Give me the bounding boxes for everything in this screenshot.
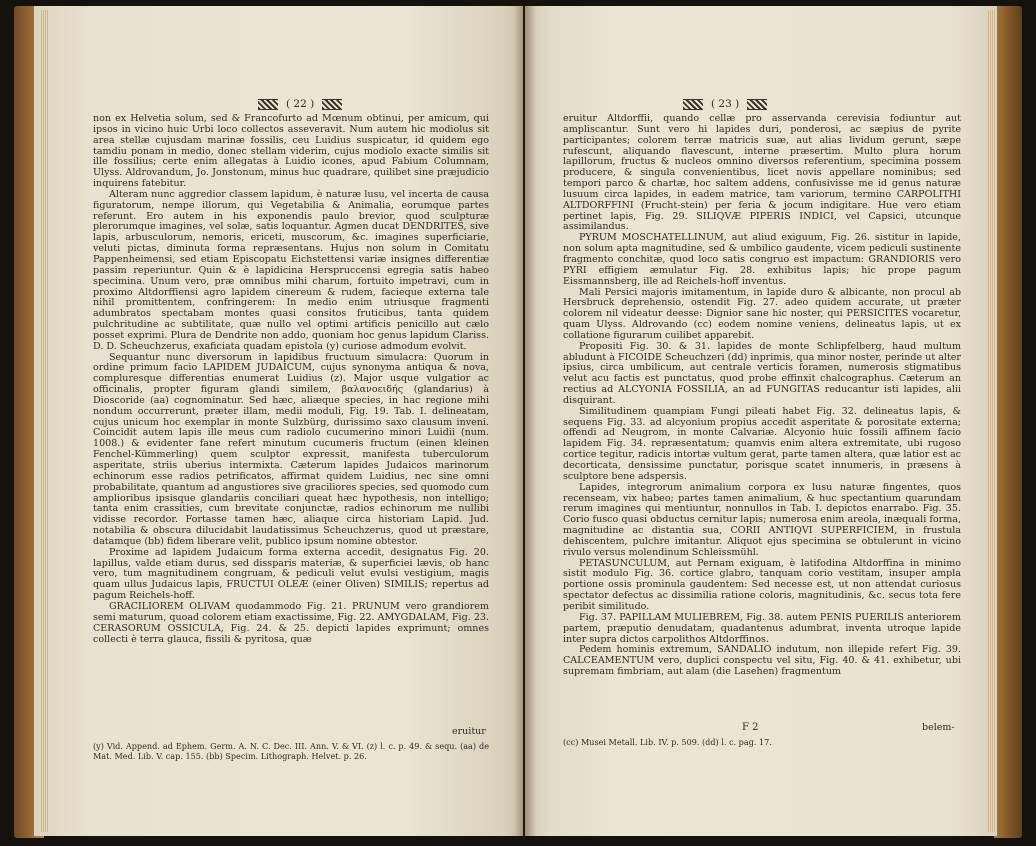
signature-mark: F 2 xyxy=(742,722,759,733)
right-page-header xyxy=(683,98,767,110)
paragraph: Propositi Fig. 30. & 31. lapides de monte Schlipfelberg, haud multum abludunt à FICOIDE Scheuchzeri (dd) inprimis, qua minor noster, perinde ut alter ipsius, circa umbilicum, aut centrale verticis foramen, numerosis stigmatibus velut acu factis est punctatus, quod probe effinxit chalcographus. Cæterum an rectius ad ALCYONIA FOSSILIA, an ad FUNGITAS reducantur isti lapides, alii disquirant. xyxy=(563,340,961,406)
right-page-body xyxy=(563,114,961,720)
paragraph: Pedem hominis extremum, SANDALIO indutum, non illepide refert Fig. 39. CALCEAMENTUM vero, duplici conspectu vel situ, Fig. 40. & 41. exhibetur, ubi supremam fimbriam, aut alam (die Lasehen) fragmentum xyxy=(563,644,961,678)
footnote: (cc) Musei Metall. Lib. IV. p. 509. (dd) l. c. pag. 17. xyxy=(563,737,772,747)
page-edges-left xyxy=(40,10,48,832)
paragraph: Proxime ad lapidem Judaicum forma externa accedit, designatus Fig. 20. lapillus, valde etiam durus, sed dissparis materiæ, & superficiei lævis, ob hanc vero, tum magnitudinem congruam, & pediculi velut evulsi vestigium, magis quam ullus Judaicus lapis, FRUCTUI OLEÆ (einer Oliven) SIMILIS; repertus ad pagum Reichels-hoff. xyxy=(93,546,489,602)
right-catchword: belem- xyxy=(922,722,955,733)
paragraph: GRACILIOREM OLIVAM quodammodo Fig. 21. PRUNUM vero grandiorem semi maturum, quoad colorem etiam exactissime, Fig. 22. AMYGDALAM, Fig. 23. CERASORUM OSSICULA, Fig. 24. & 25. depicti lapides exprimunt; omnes collecti è terra glauca, fissili & pyritosa, quæ xyxy=(93,600,489,645)
paragraph: Mali Persici majoris imitamentum, in lapide duro & albicante, non procul ab Hersbruck deprehensio, ostendit Fig. 27. adeo quidem accurate, ut præter colorem nil videatur deesse: Dignior sane hic noster, qui PERSICITES vocaretur, quam Ulyss. Aldrovando (cc) eodem nomine veniens, delineatus lapis, ut ex collatione figurarum cuilibet apparebit. xyxy=(563,286,961,341)
paragraph: PYRUM MOSCHATELLINUM, aut aliud exiguum, Fig. 26. sistitur in lapide, non solum apta magnitudine, sed & umbilico gaudente, vicem pediculi sustinente fragmento conchitæ, quod loco satis congruo est impactum: GRANDIORIS vero PYRI effigiem æmulatur Fig. 28. exhibitus lapis; hic prope pagum Eissmannsberg, ille ad Reichels-hoff inventus. xyxy=(563,232,961,287)
left-page-header xyxy=(258,98,342,110)
paragraph: Sequantur nunc diversorum in lapidibus fructuum simulacra: Quorum in ordine primum facio LAPIDEM JUDAICUM, cujus synonyma antiqua & nova, compluresque differentias enumerat Luidius (z). Major usque vulgatior ac officinalis, propter figuram glandi similem, βαλανοειδής (glandarius) à Dioscoride (aa) cognominatur. Sed hæc, aliæque species, in hac regione mihi nondum occurrerunt, præter illam, medii moduli, Fig. 19. Tab. I. delineatam, cujus unicum hoc exemplar in monte Sulzbürg, durissimo saxo clausum inveni. Coincidit autem lapis ille meus cum radiolo cucumerino minori Luidii (num. 1008.) & evidenter fane refert minutum cucumeris fructum (einen kleinen Fenchel-Kümmerling) quem sculptor expressit, manifesta tuberculorum asperitate, striis uberius intermixta. Cæterum lapides Judaicos marinorum echinorum esse radios petrificatos, affirmat quidem Luidius, nec sine omni probabilitate, quantum ad angustiores sive graciliores species, sed quomodo cum amplioribus ipsisque glandariis conciliari queat hæc hypothesis, non intelligo; tanta enim crassities, cum brevitate conjunctæ, radios echinorum me nullibi vidisse recordor. Fortasse tamen hæc, aliaque circa historiam Lapid. Jud. notabilia & obscura dilucidabit laudatissimus Scheuchzerus, quod ut præstare, datamque (bb) fidem liberare velit, publico ipsum nomine obtestor. xyxy=(93,351,489,547)
left-footnotes xyxy=(93,742,489,761)
book-cover-right xyxy=(994,6,1022,838)
right-footnotes xyxy=(563,738,961,748)
paragraph: Lapides, integrorum animalium corpora ex lusu naturæ fingentes, quos recenseam, vix habeo; partes tamen animalium, & huc spectantium quarundam rerum imagines qui mentiuntur, nonnullos in Tab. I. depictos enarrabo. Fig. 35. Corio fusco quasi obductus cernitur lapis; numerosa enim areola, inæquali forma, magnitudine ac distantia sua, CORII ANTIQVI SUPERFICIEM, in frustula dehiscentem, pulchre imitantur. Aliquot ejus specimina se obtulerunt in vicino rivulo versus molendinum Schleissmühl. xyxy=(563,481,961,558)
paragraph: Fig. 37. PAPILLAM MULIEBREM, Fig. 38. autem PENIS PUERILIS anteriorem partem, præputio denudatam, quadantenus adumbrat, inventa utroque lapide inter supra dictos carpolithos Altdorffinos. xyxy=(563,611,961,645)
left-page-number: ( 22 ) xyxy=(286,98,315,110)
footnote: (y) Vid. Append. ad Ephem. Germ. A. N. C. Dec. III. Ann. V. & VI. (z) l. c. p. 49. & sequ. (aa) de Mat. Med. Lib. V. cap. 155. (bb) Specim. Lithograph. Helvet. p. 26. xyxy=(93,741,489,761)
paragraph: eruitur Altdorffii, quando cellæ pro asservanda cerevisia fodiuntur aut ampliscantur. Sunt vero hi lapides duri, ponderosi, ac sæpius de pyrite participantes; colorem terræ matricis suæ, aut alias lividum gerunt, sæpe rufescunt, aliquando flavescunt, interne præsertim. Multo plura horum lapillorum, fructus & nucleos omnino diversos referentium, specimina possem producere, & singula convenientibus, licet novis appellare nominibus; sed tempori parco & chartæ, hoc saltem addens, confusivisse me id genus naturæ lusuum circa lapides, in eadem matrice, tam variorum, termino CARPOLITHI ALTDORFFINI (Frucht-stein) per feria & jocum indigitare. Hue vero etiam pertinet lapis, Fig. 29. SILIQVÆ PIPERIS INDICI, vel Capsici, utcunque assimilandus. xyxy=(563,114,961,233)
paragraph: PETASUNCULUM, aut Pernam exiguam, è latifodina Altdorffina in minimo sistit modulo Fig. 36. cortice glabro, tanquam corio vestitam, insuper ampla portione ossis prominula gaudentem: Sed necesse est, ut non attendat curiosus spectator defectus ac dissimilia ratione coloris, magnitudinis, &c. secus tota fere peribit similitudo. xyxy=(563,557,961,612)
page-edges-right xyxy=(988,10,996,832)
ornament-icon xyxy=(258,99,278,110)
left-page-body xyxy=(93,114,489,726)
ornament-icon xyxy=(322,99,342,110)
ornament-icon xyxy=(747,99,767,110)
left-catchword: eruitur xyxy=(452,726,486,737)
ornament-icon xyxy=(683,99,703,110)
right-page-number: ( 23 ) xyxy=(711,98,740,110)
paragraph: non ex Helvetia solum, sed & Francofurto ad Mœnum obtinui, per amicum, qui ipsos in vicino huic Urbi loco collectos asseveravit. Num autem hic modiolus sit area stellæ cujusdam marinæ fossilis, ceu Luidius suspicatur, id quidem ego tamdiu ponam in medio, donec stellam viderim, cujus modiolo exacte similis sit ille fossilius; certe enim allegatas à Luidio icones, apud Fabium Columnam, Ulyss. Aldrovandum, Jo. Jonstonum, minus huc quadrare, quilibet sine præjudicio inquirens fatebitur. xyxy=(93,114,489,190)
paragraph: Similitudinem quampiam Fungi pileati habet Fig. 32. delineatus lapis, & sequens Fig. 33. ad alcyonium propius accedit asperitate & porositate externa; offendi ad Neugrom, in monte Calvariæ. Alcyonio huic fossili affinem facio lapidem Fig. 34. repræsentatum; quamvis enim altera extremitate, ubi rugoso cortice tegitur, radicis intortæ vultum gerat, parte tamen altera, quæ latior est ac decorticata, densissime punctatur, porisque scatet innumeris, in præsens à sculptore bene adspersis. xyxy=(563,405,961,482)
paragraph: Alteram nunc aggredior classem lapidum, è naturæ lusu, vel incerta de causa figuratorum, nempe illorum, qui Vegetabilia & Animalia, eorumque partes referunt. Ero autem in his exponendis paulo brevior, quod sculpturæ plerorumque imagines, vel solæ, satis loquantur. Agmen ducat DENDRITES, sive lapis, arbusculorum, nemoris, ericeti, muscorum, &c. imagines superficiarie, veluti pictas, diminuta forma repræsentans. Hujus non solum in Comitatu Pappenheimensi, sed etiam Episcopatu Eichstettensi variæ insignes differentiæ passim reperiuntur. Quin & è lapidicina Herspruccensi egregia satis habeo specimina. Unum vero, præ omnibus mihi charum, fortuito impetravi, cum in proximo Altdorffiensi agro lapidem cinereum & rudem, facieque externa tale nihil promittentem, confringerem: In medio enim utriusque fragmenti adumbratos spectabam montes quasi consitos fruticibus, tanta quidem pulchritudine ac subtilitate, quæ nullo vel optimi artificis penicillo aut cælo posset exprimi. Plura de Dendrite non addo, quoniam hoc genus lapidum Clariss. D. D. Scheuchzerus, exaficiata quadam epistola (y) curiose admodum evolvit. xyxy=(93,188,489,352)
book-gutter xyxy=(514,6,536,836)
